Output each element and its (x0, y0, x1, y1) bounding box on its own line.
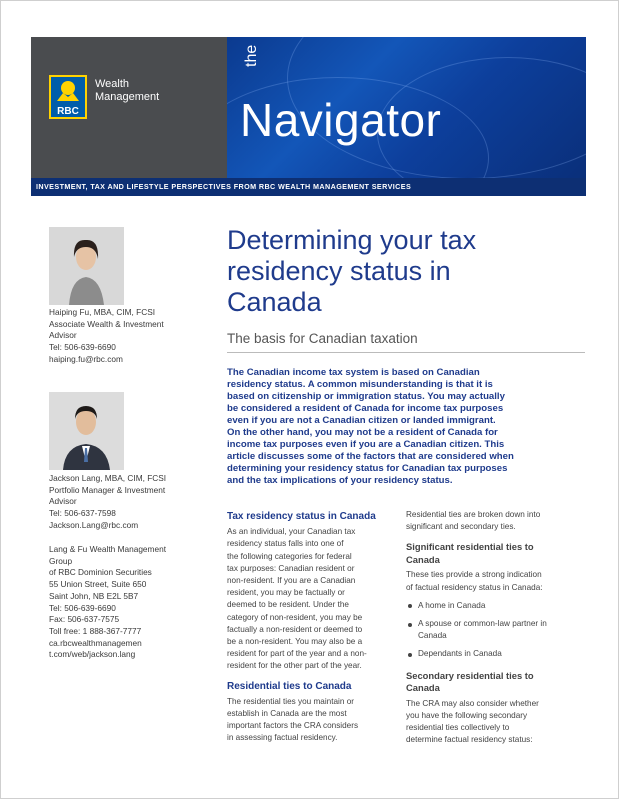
body-line: category of non-resident, you may be (227, 612, 363, 622)
advisor1-email[interactable]: haiping.fu@rbc.com (49, 353, 123, 364)
advisor1-name: Haiping Fu, MBA, CIM, FCSI (49, 307, 156, 317)
body-line: The residential ties you maintain or (227, 696, 354, 706)
subsection-heading: Significant residential ties to (406, 541, 534, 553)
office-line: of RBC Dominion Securities (49, 567, 152, 578)
section-heading: Residential ties to Canada (227, 680, 352, 692)
tagline-strip: INVESTMENT, TAX AND LIFESTYLE PERSPECTIVES FROM RBC WEALTH MANAGEMENT SERVICES (31, 178, 586, 196)
lead-line: article discusses some of the factors that are considered when (227, 451, 514, 463)
office-website-link[interactable]: t.com/web/jackson.lang (49, 649, 136, 660)
lead-line: On the other hand, you may not be a resident of Canada for (227, 427, 498, 439)
body-line: deemed to be resident. Under the (227, 600, 349, 610)
body-line: determine factual residency status: (406, 735, 533, 745)
advisor2-info (49, 473, 166, 532)
body-line: you have the following secondary (406, 710, 528, 720)
body-line: resident for the other part of the year. (227, 661, 362, 671)
lead-line: even if you are not a Canadian citizen or landed immigrant. (227, 415, 496, 427)
body-line: significant and secondary ties. (406, 522, 516, 532)
lead-line: determining your residency status for Canadian tax purposes (227, 463, 508, 475)
office-line: Fax: 506-637-7575 (49, 614, 120, 625)
advisor1-photo (49, 227, 124, 305)
advisor2-email[interactable]: Jackson.Lang@rbc.com (49, 519, 139, 530)
headline-line: residency status in (227, 256, 451, 286)
body-line: residential ties collectively to (406, 723, 510, 733)
body-line: the following categories for federal (227, 551, 352, 561)
banner-gray-panel (31, 37, 227, 178)
advisor1-tel: Tel: 506-639-6690 (49, 342, 116, 353)
lead-line: residency status. A common misunderstanding is that it is (227, 379, 493, 391)
body-line: non-resident. If you are a Canadian (227, 576, 356, 586)
lead-line: income tax purposes even if you are a Canadian citizen. This (227, 439, 505, 451)
bullet-continuation: Canada (418, 631, 447, 641)
office-line: Lang & Fu Wealth Management (49, 544, 166, 554)
section-heading: Tax residency status in Canada (227, 511, 376, 522)
body-line: tax purposes: Canadian resident or (227, 563, 355, 573)
subsection-heading: Secondary residential ties to (406, 669, 534, 681)
office-line: 55 Union Street, Suite 650 (49, 579, 147, 590)
bullet-item: A spouse or common-law partner in (406, 618, 586, 630)
article-subhead: The basis for Canadian taxation (227, 331, 418, 346)
office-info (49, 544, 166, 661)
advisor1-info (49, 307, 164, 366)
headline-line: Determining your tax (227, 225, 477, 255)
the-label: the (243, 44, 260, 67)
advisor2-title-line1: Portfolio Manager & Investment (49, 484, 166, 495)
bullet-item: Dependants in Canada (406, 648, 586, 660)
advisor1-title-line2: Advisor (49, 330, 77, 341)
body-line: resident, you may be factually or (227, 588, 345, 598)
body-line: of factual residency status in Canada: (406, 582, 543, 592)
brand-line1: Wealth (95, 78, 130, 90)
advisor1-title-line1: Associate Wealth & Investment (49, 318, 164, 329)
brand-name (95, 78, 159, 104)
advisor2-title-line2: Advisor (49, 496, 77, 507)
article-column-1 (227, 511, 397, 745)
lead-line: based on citizenship or immigration status. You may actually (227, 391, 505, 403)
newsletter-title: Navigator (240, 94, 442, 146)
subsection-heading: Canada (406, 682, 440, 694)
bullet-item: A home in Canada (406, 600, 586, 612)
lead-line: The Canadian income tax system is based on Canadian (227, 367, 480, 378)
office-line: Saint John, NB E2L 5B7 (49, 590, 139, 601)
office-line: Toll free: 1 888-367-7777 (49, 625, 142, 636)
body-line: Residential ties are broken down into (406, 510, 541, 519)
svg-text:RBC: RBC (57, 106, 79, 117)
body-line: residency status falls into one of (227, 539, 344, 549)
body-line: establish in Canada are the most (227, 709, 347, 719)
article-column-2 (406, 509, 586, 746)
body-line: in assessing factual residency. (227, 733, 338, 743)
subsection-heading: Canada (406, 553, 440, 565)
body-line: These ties provide a strong indication (406, 570, 542, 580)
lead-line: and the tax implications of your residency status. (227, 475, 453, 487)
brand-line2: Management (95, 91, 160, 103)
office-line: Tel: 506-639-6690 (49, 602, 116, 613)
divider (227, 352, 585, 353)
header-banner (31, 37, 586, 196)
headline-line: Canada (227, 287, 322, 317)
lead-line: be considered a resident of Canada for income tax purposes (227, 403, 504, 415)
article-headline (227, 225, 567, 318)
body-line: resident for part of the year and a non- (227, 649, 367, 659)
advisor2-name: Jackson Lang, MBA, CIM, FCSI (49, 473, 167, 483)
body-line: As an individual, your Canadian tax (227, 527, 356, 537)
body-line: The CRA may also consider whether (406, 698, 539, 708)
body-line: be a non-resident. You may also be a (227, 637, 363, 647)
office-line: Group (49, 555, 73, 566)
office-website-link[interactable]: ca.rbcwealthmanagemen (49, 637, 142, 648)
body-line: factually a non-resident or deemed to (227, 624, 363, 634)
body-line: important factors the CRA considers (227, 721, 359, 731)
advisor2-photo (49, 392, 124, 470)
advisor2-tel: Tel: 506-637-7598 (49, 508, 116, 519)
rbc-logo (49, 75, 87, 119)
lead-paragraph (227, 367, 587, 487)
